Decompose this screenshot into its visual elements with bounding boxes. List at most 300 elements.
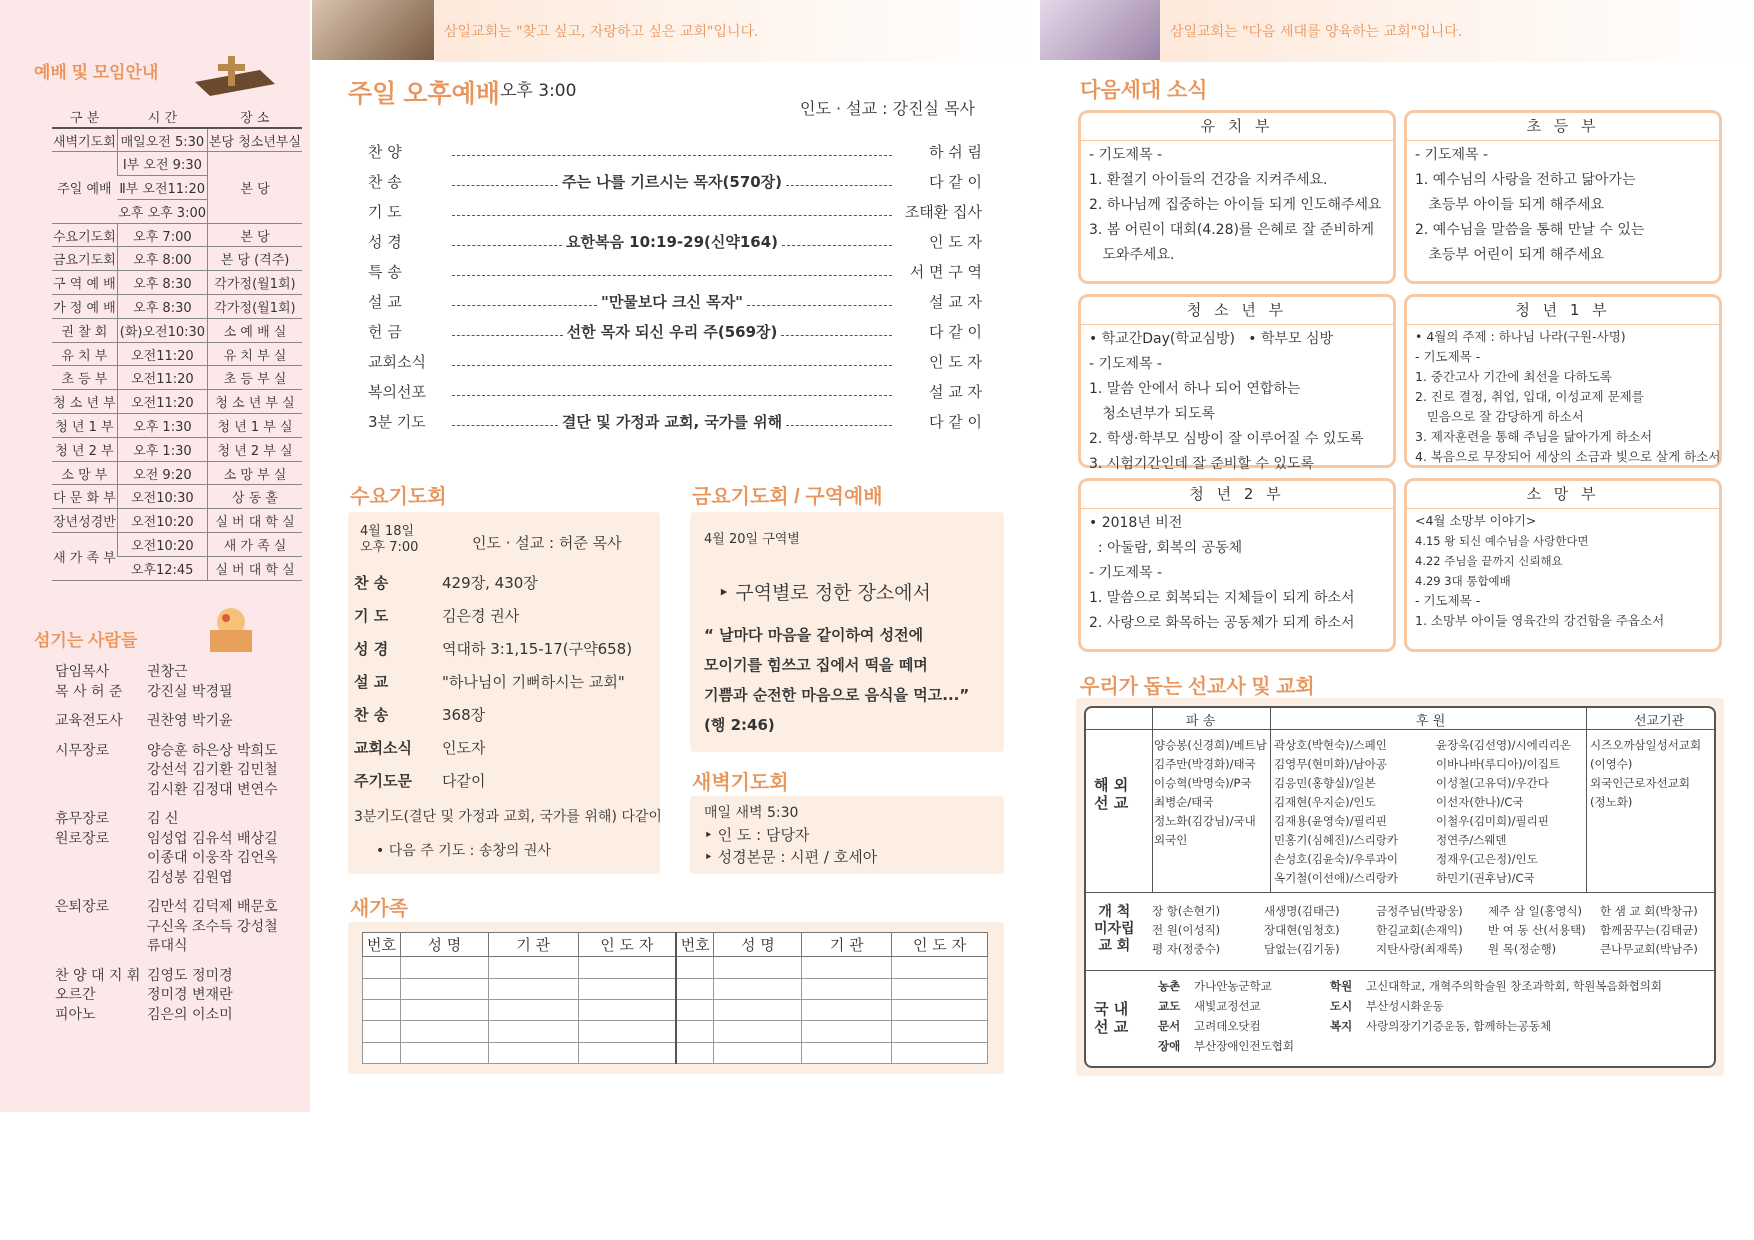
sunday-item — [368, 132, 982, 162]
mission-entry: 김재현(우지순)/인도 — [1274, 795, 1376, 809]
wednesday-item-content: "하나님이 기뻐하시는 교회" — [442, 673, 625, 691]
schedule-category: 새벽기도회 — [52, 128, 117, 152]
nextgen-line: 청소년부가 되도록 — [1089, 406, 1215, 422]
schedule-row — [52, 271, 302, 295]
sunday-item — [368, 402, 982, 432]
sunday-item-who: 다 같 이 — [928, 413, 982, 431]
staff-names: 권창근 — [147, 664, 188, 680]
dawn-title: 새벽기도회 — [692, 772, 789, 794]
staff-row — [55, 712, 305, 732]
sunday-item-label: 복의선포 — [368, 383, 426, 401]
schedule-category: 권 찰 회 — [52, 318, 117, 342]
schedule-place: 초 등 부 실 — [208, 366, 303, 390]
schedule-time: 오전10:20 — [117, 509, 207, 533]
schedule-row — [52, 247, 302, 271]
nextgen-line: - 기도제목 - — [1089, 147, 1163, 163]
schedule-time: 오전10:30 — [117, 485, 207, 509]
overseas-sent — [1154, 736, 1270, 850]
schedule-time: 매일오전 5:30 — [117, 128, 207, 152]
schedule-row — [52, 390, 302, 414]
staff-names: 이종대 이웅작 김언옥 — [147, 850, 278, 866]
pioneer-church: 제주 삼 일(홍영식) — [1488, 904, 1583, 918]
mission-entry: 김재용(윤영숙)/필리핀 — [1274, 814, 1387, 828]
schedule-place: 새 가 족 실 — [208, 533, 303, 557]
newfamily-box — [348, 922, 1004, 1074]
domestic-cat: 학원 — [1330, 979, 1353, 993]
schedule-category: 가 정 예 배 — [52, 295, 117, 319]
verse-line-3: 기쁨과 순전한 마음으로 음식을 먹고...” — [704, 686, 970, 704]
staff-role: 피아노 — [55, 1006, 96, 1023]
schedule-place: 각가정(월1회) — [208, 295, 303, 319]
nextgen-box-head: 유 치 부 — [1081, 113, 1393, 141]
domestic-cat: 문서 — [1158, 1019, 1181, 1033]
staff-role — [55, 918, 147, 938]
nextgen-line: 4.29 3대 통합예배 — [1415, 574, 1511, 588]
domestic-row — [1158, 1016, 1714, 1036]
newfamily-col: 인 도 자 — [892, 933, 988, 957]
schedule-category: 소 망 부 — [52, 461, 117, 485]
col-time: 시 간 — [117, 106, 207, 128]
domestic-value: 사랑의장기기증운동, 함께하는공동체 — [1366, 1019, 1552, 1033]
schedule-time: 오전11:20 — [117, 342, 207, 366]
schedule-time: 오후 1:30 — [117, 437, 207, 461]
newfamily-empty-row — [363, 1021, 988, 1042]
schedule-row — [52, 437, 302, 461]
schedule-place: 본당 청소년부실 — [208, 128, 303, 152]
schedule-time: 오후 8:30 — [117, 295, 207, 319]
staff-row — [55, 898, 305, 918]
domestic-label: 국 내 선 교 — [1094, 1000, 1129, 1036]
staff-names: 김만석 김덕제 배문호 — [147, 899, 278, 915]
domestic-value: 부산성시화운동 — [1366, 999, 1444, 1013]
pioneer-church: 한길교회(손재익) — [1376, 923, 1463, 937]
schedule-time: 오후12:45 — [117, 556, 207, 580]
staff-row — [55, 663, 305, 683]
sunday-title: 주일 오후예배 — [348, 80, 500, 108]
schedule-time: 오전 9:20 — [117, 461, 207, 485]
nextgen-line: 초등부 어린이 되게 해주세요 — [1415, 247, 1604, 263]
verse-line-4: (행 2:46) — [704, 716, 775, 734]
friday-place: ‣ 구역별로 정한 장소에서 — [718, 582, 931, 604]
staff-row — [55, 830, 305, 850]
dawn-time: 매일 새벽 5:30 — [704, 805, 799, 821]
nextgen-line: <4월 소망부 이야기> — [1415, 513, 1537, 528]
wednesday-item-label: 설 교 — [354, 673, 389, 691]
pioneer-church: 새생명(김태근) — [1264, 904, 1340, 918]
wednesday-title: 수요기도회 — [350, 486, 447, 508]
worship-schedule-table — [52, 106, 302, 581]
staff-names: 류대식 — [147, 938, 188, 954]
banner-right: 삼일교회는 "다음 세대를 양육하는 교회"입니다. — [1160, 0, 1754, 62]
schedule-row — [52, 128, 302, 152]
nextgen-line: 3. 제자훈련을 통해 주님을 닮아가게 하소서 — [1415, 429, 1653, 444]
friday-box — [690, 512, 1004, 752]
domestic-value: 고려데오닷컴 — [1194, 1019, 1261, 1033]
schedule-row — [52, 342, 302, 366]
mission-entry: 정노화(김강님)/국내 — [1154, 814, 1256, 828]
wednesday-item-label: 주기도문 — [354, 772, 412, 790]
staff-row — [55, 918, 305, 938]
nextgen-box — [1078, 294, 1396, 472]
staff-names: 구신옥 조수득 강성철 — [147, 918, 278, 935]
nextgen-line: 2. 예수님을 말씀을 통해 만날 수 있는 — [1415, 222, 1645, 238]
schedule-row — [52, 366, 302, 390]
wednesday-item — [354, 704, 654, 737]
nextgen-line: - 기도제목 - — [1089, 356, 1163, 372]
overseas-label: 해 외 선 교 — [1094, 776, 1129, 812]
sunday-item-who: 서 면 구 역 — [909, 263, 982, 281]
col-place: 장 소 — [208, 106, 303, 128]
wednesday-item — [354, 638, 654, 671]
mission-entry: 이선자(한나)/C국 — [1436, 795, 1524, 809]
staff-role — [55, 937, 147, 957]
verse-line-1: “ 날마다 마음을 같이하여 성전에 — [704, 626, 924, 644]
pioneer-row — [1152, 921, 1712, 940]
schedule-time: 오후 1:30 — [117, 414, 207, 438]
pioneer-churches — [1152, 902, 1712, 959]
sunday-item-content: "만물보다 크신 목자" — [601, 293, 743, 311]
staff-names: 김 신 — [147, 811, 179, 827]
schedule-time: 오전10:20 — [117, 533, 207, 557]
gift-icon — [196, 600, 266, 654]
nextgen-line: 3. 시험기간인데 잘 준비할 수 있도록 — [1089, 456, 1314, 472]
nextgen-box-head: 초 등 부 — [1407, 113, 1719, 141]
pioneer-church: 반 여 동 산(서용택) — [1488, 923, 1586, 937]
wednesday-item-label: 성 경 — [354, 640, 389, 658]
schedule-category: 유 치 부 — [52, 342, 117, 366]
schedule-place: 소 망 부 실 — [208, 461, 303, 485]
domestic-cat — [1330, 1036, 1366, 1056]
nextgen-box — [1404, 110, 1722, 284]
wednesday-item-content: 김은경 권사 — [442, 607, 520, 625]
newfamily-title: 새가족 — [350, 898, 408, 920]
nextgen-box — [1078, 110, 1396, 284]
sunday-item-label: 설 교 — [368, 293, 402, 311]
staff-row — [55, 761, 305, 781]
domestic-cat: 복지 — [1330, 1019, 1353, 1033]
mission-entry: 이승혁(박명숙)/P국 — [1154, 776, 1252, 790]
staff-role: 은퇴장로 — [55, 899, 110, 915]
schedule-row — [52, 152, 302, 176]
mission-entry: 곽상호(박현숙)/스페인 — [1274, 738, 1387, 752]
wednesday-prayer: 3분기도(결단 및 가정과 교회, 국가를 위해) 다같이 — [354, 809, 662, 825]
sunday-item — [368, 372, 982, 402]
nextgen-title: 다음세대 소식 — [1080, 79, 1208, 102]
nextgen-box — [1404, 294, 1722, 468]
newfamily-header-row — [363, 933, 988, 957]
wednesday-item-content: 다같이 — [442, 772, 486, 790]
friday-date: 4월 20일 구역별 — [704, 532, 800, 547]
domestic-cat: 농촌 — [1158, 979, 1181, 993]
mission-entry: 정연주/스웨덴 — [1436, 833, 1507, 847]
schedule-place: 상 동 홀 — [208, 485, 303, 509]
schedule-category: 장년성경반 — [52, 509, 117, 533]
nextgen-line: • 2018년 비전 — [1089, 515, 1183, 531]
nextgen-line: 도와주세요. — [1089, 247, 1175, 263]
schedule-time: 오후 8:30 — [117, 271, 207, 295]
schedule-place: 소 예 배 실 — [208, 318, 303, 342]
pioneer-church: 장대현(임청호) — [1264, 923, 1340, 937]
dawn-leader: ‣ 인 도 : 담당자 — [704, 826, 810, 844]
domestic-value: 가나안농군학교 — [1194, 979, 1272, 993]
mission-entry: 이바나바(루디아)/이집트 — [1436, 757, 1560, 771]
sunday-item-label: 찬 송 — [368, 173, 402, 191]
staff-role — [55, 761, 147, 781]
wednesday-box — [348, 512, 660, 874]
wednesday-date: 4월 18일 — [360, 524, 415, 539]
newfamily-empty-row — [363, 978, 988, 999]
mission-title: 우리가 돕는 선교사 및 교회 — [1080, 676, 1315, 698]
schedule-time: 오전11:20 — [117, 390, 207, 414]
pioneer-row — [1152, 940, 1712, 959]
mission-entry: 김영무(현미화)/남아공 — [1274, 757, 1387, 771]
sunday-item-who: 조태환 집사 — [904, 203, 982, 221]
nextgen-line: - 기도제목 - — [1089, 565, 1163, 581]
nextgen-line: 3. 봄 어린이 대회(4.28)를 은혜로 잘 준비하게 — [1089, 222, 1375, 238]
nextgen-line: 1. 중간고사 기간에 최선을 다하도록 — [1415, 369, 1612, 384]
banner-left: 삼일교회는 "찾고 싶고, 자랑하고 싶은 교회"입니다. — [434, 0, 1034, 62]
sunday-item-label: 기 도 — [368, 203, 402, 221]
schedule-row — [52, 461, 302, 485]
wednesday-item — [354, 737, 654, 770]
nextgen-line: - 기도제목 - — [1415, 349, 1481, 364]
schedule-category: 청 년 2 부 — [52, 437, 117, 461]
bible-cross-icon — [190, 52, 280, 96]
schedule-place: 본 당 (격주) — [208, 247, 303, 271]
schedule-category: 새 가 족 부 — [52, 533, 117, 581]
overseas-support-2 — [1436, 736, 1586, 888]
schedule-place: 실 버 대 학 실 — [208, 556, 303, 580]
pioneer-church: 한 샘 교 회(박창규) — [1600, 904, 1698, 918]
schedule-category: 구 역 예 배 — [52, 271, 117, 295]
staff-role: 찬 양 대 지 휘 — [55, 967, 141, 984]
schedule-place: 청 년 2 부 실 — [208, 437, 303, 461]
sunday-leader: 인도 · 설교 : 강진실 목사 — [800, 99, 976, 118]
friday-title: 금요기도회 / 구역예배 — [692, 486, 883, 508]
sunday-item-content: 요한복음 10:19-29(신약164) — [565, 233, 779, 251]
nextgen-line: 2. 진로 결정, 취업, 입대, 이성교제 문제를 — [1415, 389, 1644, 404]
mission-entry: 양승봉(신경희)/베트남 — [1154, 738, 1267, 752]
schedule-time: Ⅱ부 오전11:20 — [117, 176, 207, 200]
schedule-place: 본 당 — [208, 152, 303, 223]
nextgen-line: 2. 사랑으로 화목하는 공동체가 되게 하소서 — [1089, 615, 1355, 631]
staff-role — [55, 869, 147, 889]
staff-names: 강선석 김기환 김민철 — [147, 762, 278, 778]
wednesday-item-content: 429장, 430장 — [442, 574, 538, 592]
mission-entry: 외국인 — [1154, 833, 1188, 847]
domestic-value: 새빛교정선교 — [1194, 999, 1261, 1013]
sunday-item-who: 다 같 이 — [928, 173, 982, 191]
sunday-item-label: 3분 기도 — [368, 413, 426, 431]
mission-entry: 이철우(김미희)/필리핀 — [1436, 814, 1549, 828]
newfamily-col: 기 관 — [802, 933, 892, 957]
mission-entry: 윤장욱(김선영)/시에리리온 — [1436, 738, 1572, 752]
mission-entry: 이성철(고유덕)/우간다 — [1436, 776, 1549, 790]
schedule-place: 청 년 1 부 실 — [208, 414, 303, 438]
schedule-row — [52, 509, 302, 533]
staff-names: 양승훈 하은상 박희도 — [147, 742, 278, 759]
schedule-time: Ⅰ부 오전 9:30 — [117, 152, 207, 176]
staff-list — [55, 663, 305, 1025]
mission-entry: 하민기(권후남)/C국 — [1436, 871, 1535, 885]
staff-role — [55, 849, 147, 869]
nextgen-box-head: 소 망 부 — [1407, 481, 1719, 509]
nextgen-line: 2. 학생·학부모 심방이 잘 이루어질 수 있도록 — [1089, 431, 1364, 447]
nextgen-line: 4.15 왕 되신 예수님을 사랑한다면 — [1415, 534, 1589, 548]
staff-role: 담임목사 — [55, 664, 110, 680]
nextgen-line: 1. 예수님의 사랑을 전하고 닮아가는 — [1415, 172, 1636, 188]
staff-names: 임성업 김유석 배상길 — [147, 830, 278, 847]
schedule-row — [52, 295, 302, 319]
newfamily-col: 기 관 — [488, 933, 578, 957]
pioneer-church: 담없는(김기동) — [1264, 942, 1340, 956]
staff-row — [55, 967, 305, 987]
schedule-place: 각가정(월1회) — [208, 271, 303, 295]
nextgen-line: : 아둘람, 회복의 공동체 — [1089, 540, 1243, 556]
overseas-agency — [1590, 736, 1714, 812]
schedule-place: 유 치 부 실 — [208, 342, 303, 366]
mission-entry: 김응민(홍향실)/일본 — [1274, 776, 1376, 790]
sidebar — [0, 0, 310, 1112]
nextgen-line: - 기도제목 - — [1415, 593, 1481, 608]
sunday-item-who: 다 같 이 — [928, 323, 982, 341]
nextgen-line: 2. 하나님께 집중하는 아이들 되게 인도해주세요 — [1089, 197, 1382, 213]
schedule-category: 주일 예배 — [52, 152, 117, 223]
newfamily-col: 성 명 — [400, 933, 488, 957]
pioneer-church: 전 원(이성직) — [1152, 923, 1221, 937]
serving-people-title: 섬기는 사람들 — [34, 631, 138, 650]
mission-entry: 최병순/태국 — [1154, 795, 1214, 809]
nextgen-box — [1078, 478, 1396, 652]
sunday-item-label: 특 송 — [368, 263, 402, 281]
schedule-row — [52, 318, 302, 342]
schedule-row — [52, 485, 302, 509]
domestic-cat: 장애 — [1158, 1039, 1181, 1053]
wednesday-item-content: 368장 — [442, 706, 486, 724]
mission-entry: (정노화) — [1590, 795, 1633, 809]
staff-names: 김은의 이소미 — [147, 1006, 233, 1023]
domestic-row — [1158, 996, 1714, 1016]
domestic-missions — [1158, 976, 1714, 1056]
sunday-item-who: 인 도 자 — [928, 233, 982, 251]
nextgen-box-head: 청 년 2 부 — [1081, 481, 1393, 509]
staff-row — [55, 810, 305, 830]
wednesday-item — [354, 572, 654, 605]
sunday-item — [368, 282, 982, 312]
wednesday-leader: 인도 · 설교 : 허준 목사 — [472, 534, 622, 552]
staff-role: 목 사 허 준 — [55, 683, 123, 700]
nextgen-line: - 기도제목 - — [1415, 147, 1489, 163]
staff-role: 교육전도사 — [55, 713, 123, 729]
staff-role: 휴무장로 — [55, 811, 110, 827]
sunday-item — [368, 342, 982, 372]
domestic-cat: 교도 — [1158, 999, 1181, 1013]
schedule-category: 청 소 년 부 — [52, 390, 117, 414]
wednesday-time: 오후 7:00 — [360, 540, 419, 555]
wednesday-item-label: 찬 송 — [354, 706, 389, 724]
staff-names: 정미경 변재란 — [147, 987, 233, 1003]
sunday-order — [368, 132, 982, 432]
staff-names: 김영도 정미경 — [147, 967, 233, 984]
schedule-category: 다 문 화 부 — [52, 485, 117, 509]
pioneer-label: 개 척 미자립 교 회 — [1094, 904, 1135, 954]
wednesday-item-label: 기 도 — [354, 607, 389, 625]
mission-entry: 손성호(김윤숙)/우루과이 — [1274, 852, 1398, 866]
staff-row — [55, 937, 305, 957]
sunday-item-who: 설 교 자 — [928, 383, 982, 401]
pioneer-row — [1152, 902, 1712, 921]
staff-row — [55, 1006, 305, 1026]
newfamily-empty-row — [363, 1042, 988, 1063]
sunday-item-who: 하 쉬 림 — [928, 143, 982, 161]
sunday-item-label: 교회소식 — [368, 353, 426, 371]
mission-entry: 옥기철(이선애)/스리랑카 — [1274, 871, 1398, 885]
newfamily-col: 성 명 — [714, 933, 802, 957]
schedule-time: 오후 오후 3:00 — [117, 199, 207, 223]
sunday-item-content: 주는 나를 기르시는 목자(570장) — [561, 173, 783, 191]
nextgen-box-head: 청 소 년 부 — [1081, 297, 1393, 325]
mission-entry: (이영수) — [1590, 757, 1633, 771]
pioneer-church: 큰나무교회(박남주) — [1600, 942, 1698, 956]
pioneer-church: 원 목(정순행) — [1488, 942, 1557, 956]
staff-row — [55, 869, 305, 889]
sunday-item — [368, 312, 982, 342]
schedule-row — [52, 533, 302, 557]
mission-entry: 민홍기(심혜진)/스리랑카 — [1274, 833, 1398, 847]
mission-entry: 김주만(박경화)/태국 — [1154, 757, 1256, 771]
sunday-item-content: 결단 및 가정과 교회, 국가를 위해 — [561, 413, 783, 431]
schedule-time: 오후 7:00 — [117, 223, 207, 247]
sunday-item-label: 헌 금 — [368, 323, 402, 341]
wednesday-item — [354, 770, 654, 803]
nextgen-box — [1404, 478, 1722, 652]
domestic-value: 부산장애인전도협회 — [1194, 1039, 1294, 1053]
nextgen-line: 4.22 주님을 끝까지 신뢰해요 — [1415, 554, 1563, 568]
mission-col-agency: 선교기관 — [1634, 714, 1685, 729]
nextgen-line: 믿음으로 잘 감당하게 하소서 — [1415, 409, 1584, 424]
newfamily-col: 번호 — [676, 933, 714, 957]
pioneer-church: 지탄사랑(최재록) — [1376, 942, 1463, 956]
staff-row — [55, 742, 305, 762]
newfamily-table — [362, 932, 988, 1064]
wednesday-item-label: 교회소식 — [354, 739, 412, 757]
sunday-item-content: 선한 목자 되신 우리 주(569장) — [566, 323, 778, 341]
wednesday-item — [354, 605, 654, 638]
newfamily-empty-row — [363, 999, 988, 1020]
schedule-time: 오후 8:00 — [117, 247, 207, 271]
wednesday-order — [354, 572, 654, 803]
wednesday-item-content: 인도자 — [442, 739, 486, 757]
staff-names: 김성봉 김원엽 — [147, 869, 233, 886]
schedule-category: 청 년 1 부 — [52, 414, 117, 438]
mission-entry: 시즈오까삼일성서교회 — [1590, 738, 1702, 752]
wednesday-item — [354, 671, 654, 704]
dawn-bible: ‣ 성경본문 : 시편 / 호세아 — [704, 848, 878, 866]
flower-photo — [1040, 0, 1160, 60]
nextgen-box-head: 청 년 1 부 — [1407, 297, 1719, 325]
sunday-time: 오후 3:00 — [500, 81, 577, 101]
sunday-item — [368, 192, 982, 222]
staff-role — [55, 781, 147, 801]
nextgen-line: 1. 말씀으로 회복되는 지체들이 되게 하소서 — [1089, 590, 1355, 606]
wednesday-next: • 다음 주 기도 : 송창의 권사 — [376, 843, 551, 859]
staff-role: 원로장로 — [55, 830, 110, 847]
newfamily-col: 인 도 자 — [578, 933, 676, 957]
staff-row — [55, 683, 305, 703]
sunday-item-who: 설 교 자 — [928, 293, 982, 311]
schedule-category: 금요기도회 — [52, 247, 117, 271]
mission-entry: 정재우(고은정)/인도 — [1436, 852, 1538, 866]
